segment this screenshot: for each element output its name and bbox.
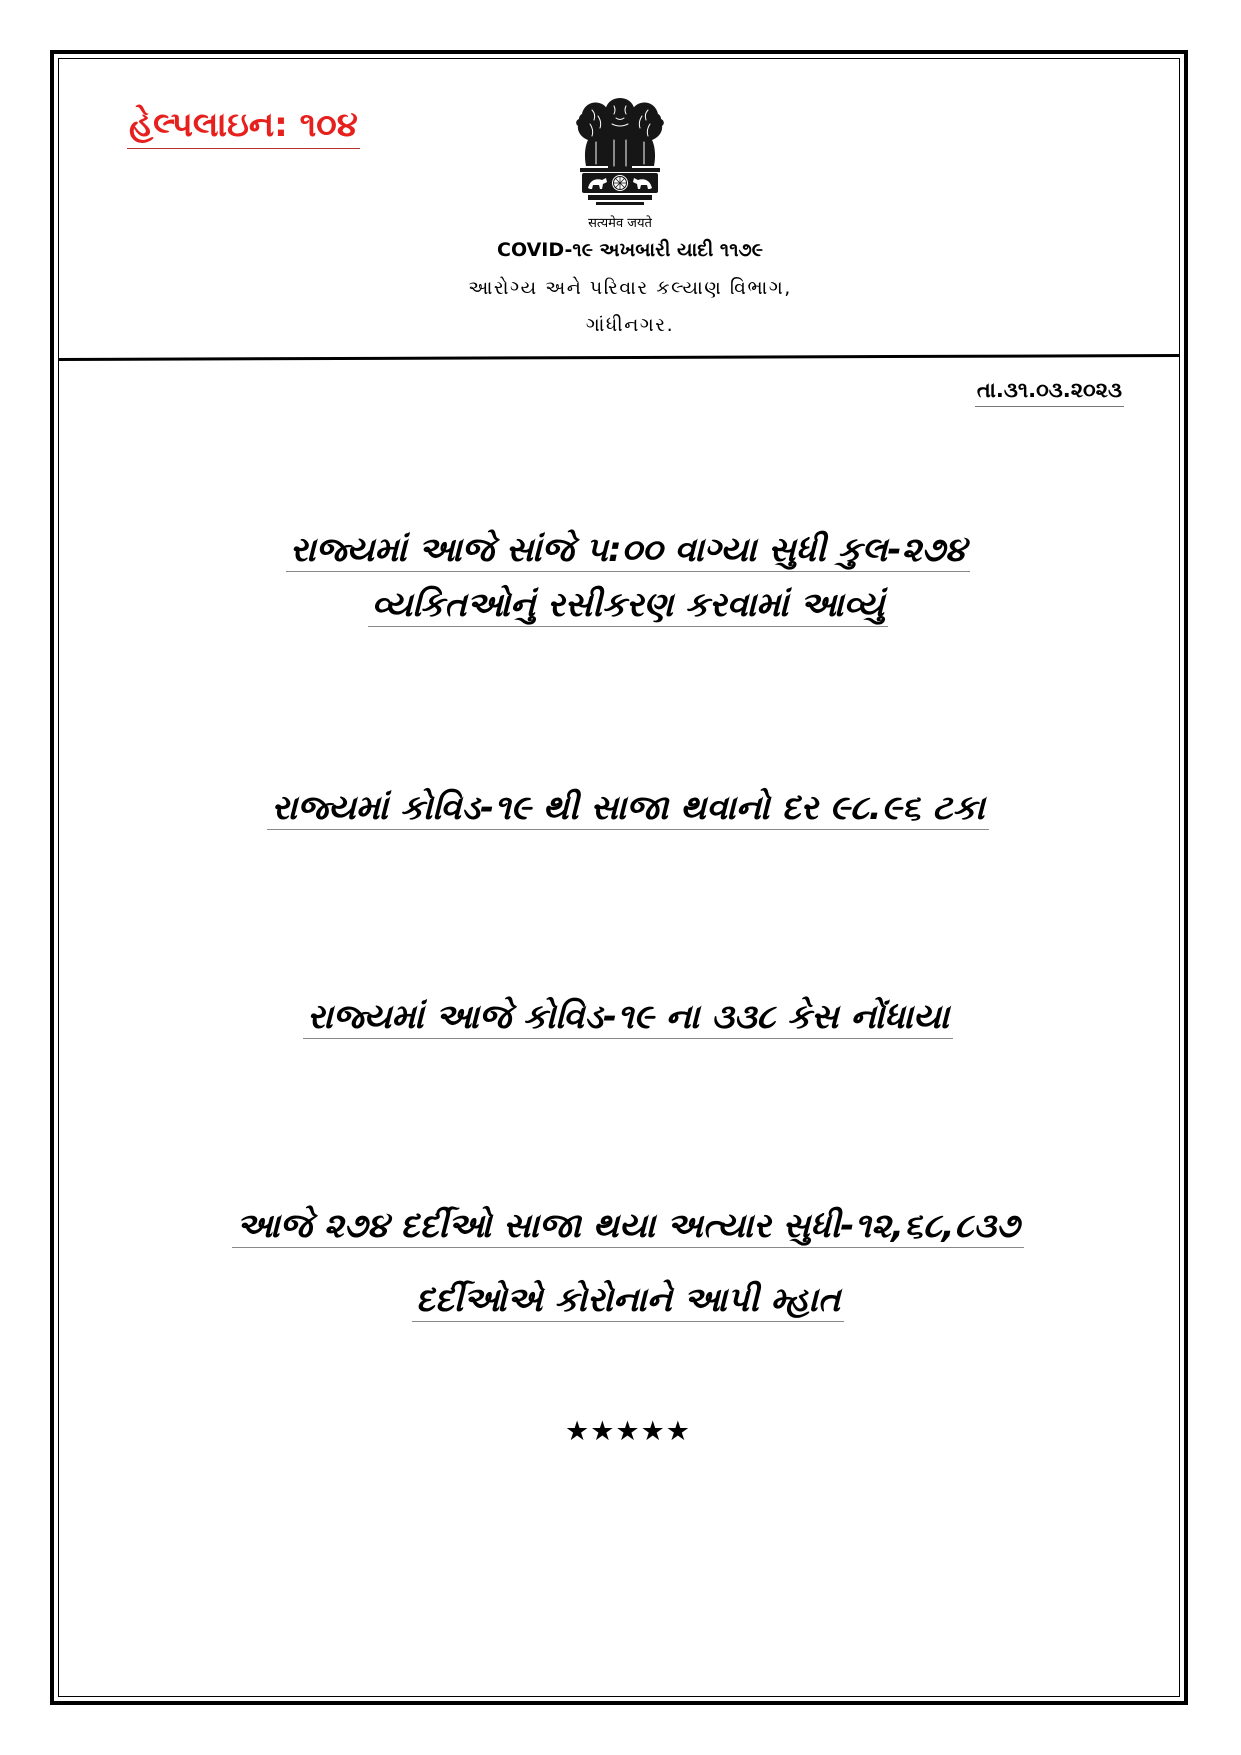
headline-vaccination-line-1 — [70, 530, 1186, 572]
headline-recoveries-line-1 — [70, 1206, 1186, 1248]
headline-vaccination-line-2 — [70, 585, 1186, 627]
helpline-label — [127, 104, 360, 149]
headline-text: રાજ્યમાં આજે કોવિડ-૧૯ ના ૩૩૮ કેસ નોંધાયા — [303, 997, 953, 1039]
release-date-text: તા.૩૧.૦૩.૨૦૨૩ — [975, 376, 1124, 407]
press-release-title: COVID-૧૯ અખબારી યાદી ૧૧૭૯ — [497, 239, 763, 261]
headline-new-cases — [70, 997, 1186, 1039]
release-date — [975, 376, 1124, 407]
headline-text: રાજ્યમાં આજે સાંજે ૫:૦૦ વાગ્યા સુધી કુલ-૨૭૪ — [286, 530, 970, 572]
helpline-text: હેલ્પલાઇન: ૧૦૪ — [127, 104, 360, 149]
department-name: આરોગ્ય અને પરિવાર કલ્યાણ વિભાગ, — [468, 277, 792, 299]
emblem-motto: सत्यमेव जयते — [588, 216, 652, 231]
headline-recovery-rate — [70, 788, 1186, 830]
headline-text: રાજ્યમાં કોવિડ-૧૯ થી સાજા થવાનો દર ૯૮.૯૬ ટકા — [267, 788, 988, 830]
ashoka-emblem-icon — [572, 96, 668, 214]
headline-text: વ્યકિતઓનું રસીકરણ કરવામાં આવ્યું — [368, 585, 889, 627]
headline-recoveries-line-2 — [70, 1280, 1186, 1322]
page-border-inner — [58, 58, 1180, 1697]
separator-stars: ★★★★★ — [564, 1416, 692, 1447]
headline-text: આજે ૨૭૪ દર્દીઓ સાજા થયા અત્યાર સુધી-૧૨,૬૮,૮૩૭ — [232, 1206, 1023, 1248]
headline-text: દર્દીઓએ કોરોનાને આપી મ્હાત — [412, 1280, 845, 1322]
city-name: ગાંધીનગર. — [585, 314, 675, 336]
